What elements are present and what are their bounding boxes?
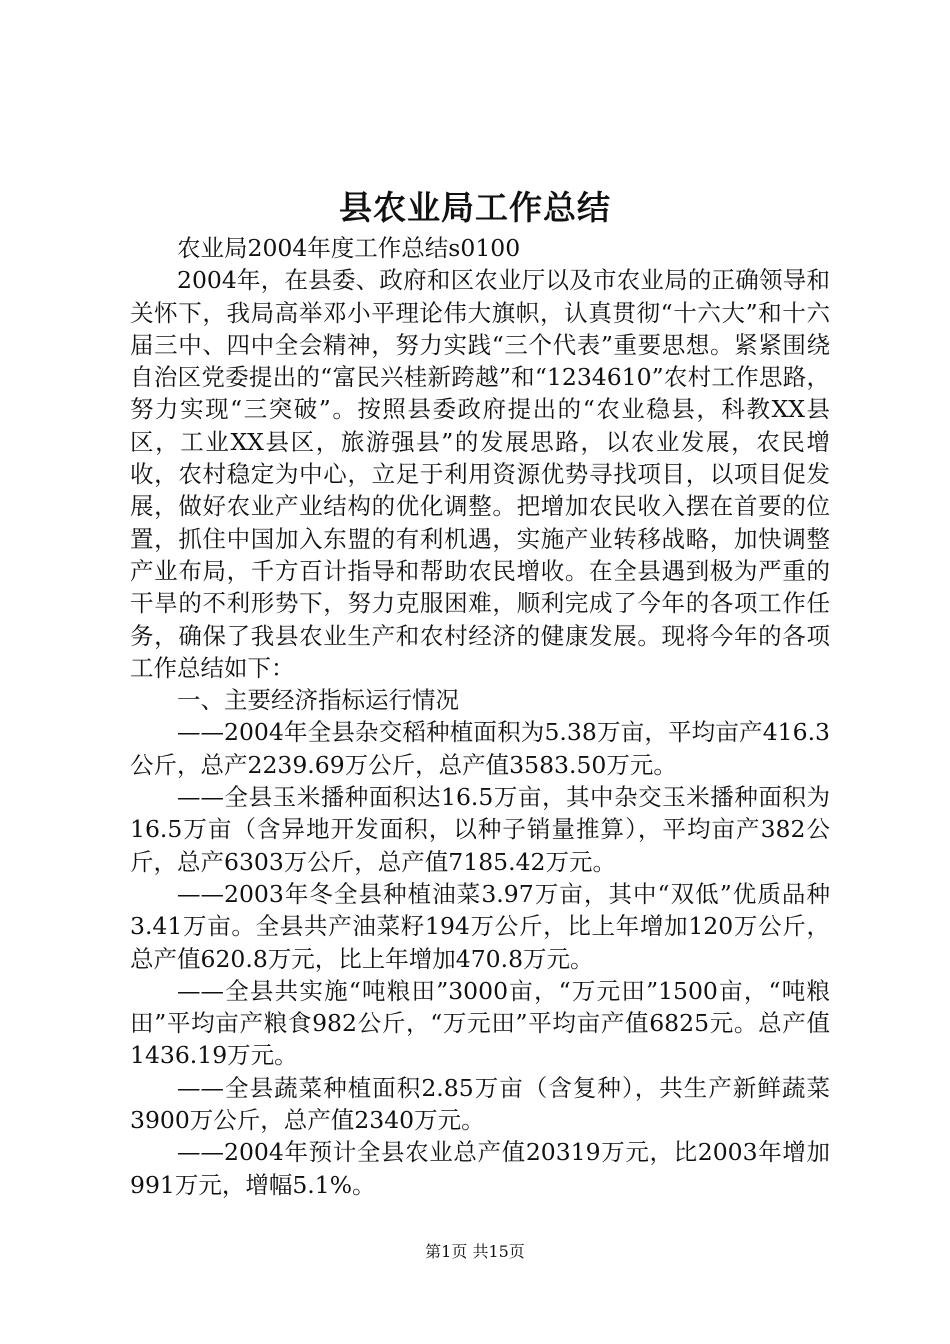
total-output-paragraph: ——2004年预计全县农业总产值20319万元，比2003年增加991万元，增幅5.1%。 — [130, 1138, 830, 1199]
rice-paragraph: ——2004年全县杂交稻种植面积为5.38万亩，平均亩产416.3公斤，总产2239.69万公斤，总产值3583.50万元。 — [130, 718, 830, 779]
vegetable-paragraph: ——全县蔬菜种植面积2.85万亩（含复种），共生产新鲜蔬菜3900万公斤，总产值2340万元。 — [130, 1073, 830, 1135]
intro-paragraph: 2004年，在县委、政府和区农业厅以及市农业局的正确领导和关怀下，我局高举邓小平理论伟大旗帜，认真贯彻“十六大”和十六届三中、四中全会精神，努力实践“三个代表”重要思想。紧紧围绕自治区党委提出的“富民兴桂新跨越”和“1234610”农村工作思路，努力实现“三突破”。按照县委政府提出的“农业稳县，科教XX县区，工业XX县区，旅游强县”的发展思路，以农业发展，农民增收，农村稳定为中心，立足于利用资源优势寻找项目，以项目促发展，做好农业产业结构的优化调整。把增加农民收入摆在首要的位置，抓住中国加入东盟的有利机遇，实施产业转移战略，加快调整产业布局，千方百计指导和帮助农民增收。在全县遇到极为严重的干旱的不利形势下，努力克服困难，顺利完成了今年的各项工作任务，确保了我县农业生产和农村经济的健康发展。现将今年的各项工作总结如下： — [130, 266, 830, 682]
corn-paragraph: ——全县玉米播种面积达16.5万亩，其中杂交玉米播种面积为16.5万亩（含异地开发面积，以种子销量推算），平均亩产382公斤，总产6303万公斤，总产值7185.42万元。 — [130, 783, 830, 876]
subtitle-paragraph: 农业局2004年度工作总结s0100 — [177, 234, 521, 262]
rapeseed-paragraph: ——2003年冬全县种植油菜3.97万亩，其中“双低”优质品种3.41万亩。全县共产油菜籽194万公斤，比上年增加120万公斤，总产值620.8万元，比上年增加470.8万元。 — [130, 879, 830, 973]
page-number-footer: 第1页 共15页 — [425, 1242, 525, 1261]
grain-field-paragraph: ——全县共实施“吨粮田”3000亩，“万元田”1500亩，“吨粮田”平均亩产粮食982公斤，“万元田”平均亩产值6825元。总产值1436.19万元。 — [130, 976, 830, 1070]
page-title: 县农业局工作总结 — [339, 188, 611, 227]
document-body — [130, 232, 830, 1201]
section-heading: 一、主要经济指标运行情况 — [177, 686, 459, 715]
